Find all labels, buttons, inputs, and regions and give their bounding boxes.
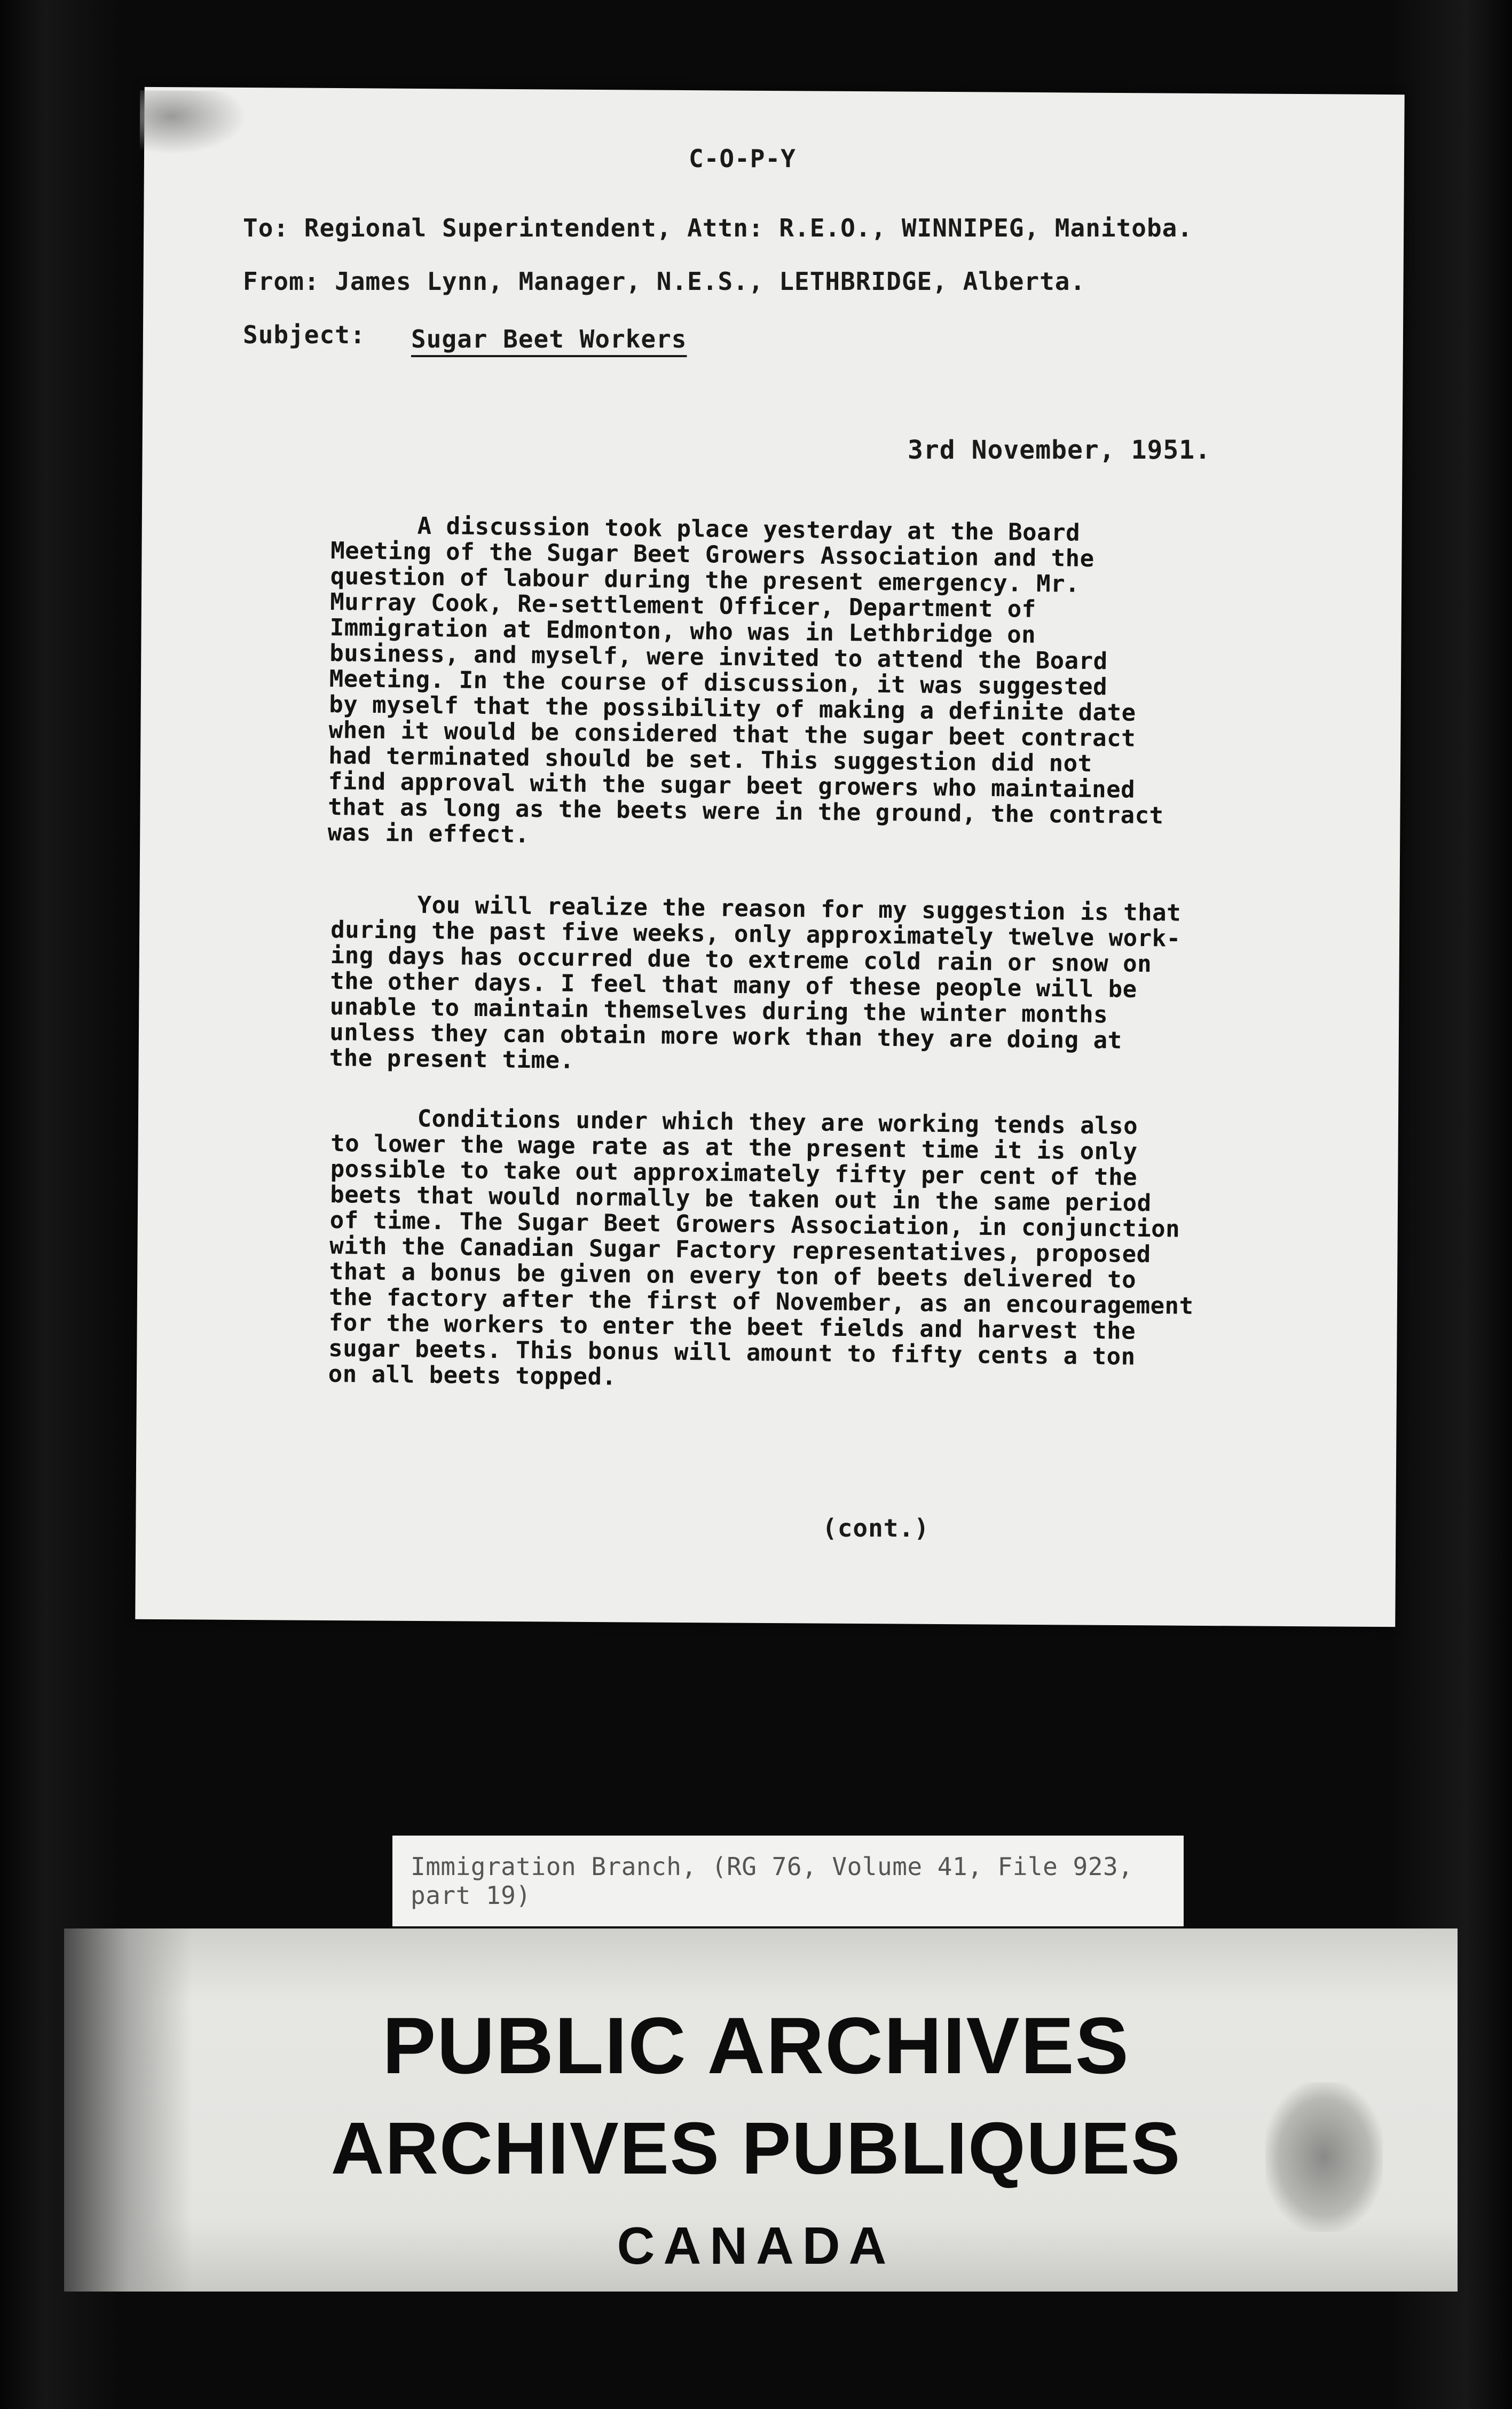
- paragraph-1: A discussion took place yesterday at the Board Meeting of the Sugar Beet Growers Association and the question of labour during the present emergency. Mr. Murray Cook, Re-settlement Officer, Department of Immigration at Edmonton, who was in Lethbridge on business, and myself, were invited to attend the Board Meeting. In the course of discussion, it was suggested by myself that the possibility of making a definite date when it would be considered that the sugar beet contract had terminated should be set. This suggestion did not find approval with the sugar beet growers who maintained that as long as the beets were in the ground, the contract was in effect.: [327, 511, 1164, 848]
- subject-label: Subject:: [243, 320, 366, 349]
- from-line: From: James Lynn, Manager, N.E.S., LETHBRIDGE, Alberta.: [243, 267, 1086, 296]
- stamp-line-archives-publiques: ARCHIVES PUBLIQUES: [330, 2107, 1182, 2190]
- page-stain: [140, 90, 247, 155]
- paragraph-3: Conditions under which they are working tends also to lower the wage rate as at the present time it is only possible to take out approximately fifty per cent of the beets that would normally be taken out in the same period of time. The Sugar Beet Growers Association, in conjunction with the Canadian Sugar Factory representatives, proposed that a bonus be given on every ton of beets delivered to the factory after the first of November, as an encouragement for the workers to enter the beet fields and harvest the sugar beets. This bonus will amount to fifty cents a ton on all beets topped.: [328, 1104, 1194, 1391]
- archive-reference-label: [392, 1836, 1184, 1926]
- paragraph-2: You will realize the reason for my suggestion is that during the past five weeks, only approximately twelve work- ing days has occurred due to extreme cold rain or snow on the other days. I feel that many of these people will be unable to maintain themselves during the winter months unless they can obtain more work than they are doing at the present time.: [329, 891, 1182, 1074]
- archive-reference-text: Immigration Branch, (RG 76, Volume 41, File 923, part 19): [411, 1852, 1133, 1910]
- continued-note: (cont.): [822, 1514, 930, 1542]
- stamp-line-canada: CANADA: [617, 2216, 895, 2275]
- subject-value: Sugar Beet Workers: [411, 325, 687, 353]
- letter-date: 3rd November, 1951.: [908, 435, 1211, 465]
- copy-heading: C-O-P-Y: [689, 144, 796, 173]
- stamp-line-public-archives: PUBLIC ARCHIVES: [382, 2001, 1130, 2090]
- to-line: To: Regional Superintendent, Attn: R.E.O., WINNIPEG, Manitoba.: [243, 214, 1193, 242]
